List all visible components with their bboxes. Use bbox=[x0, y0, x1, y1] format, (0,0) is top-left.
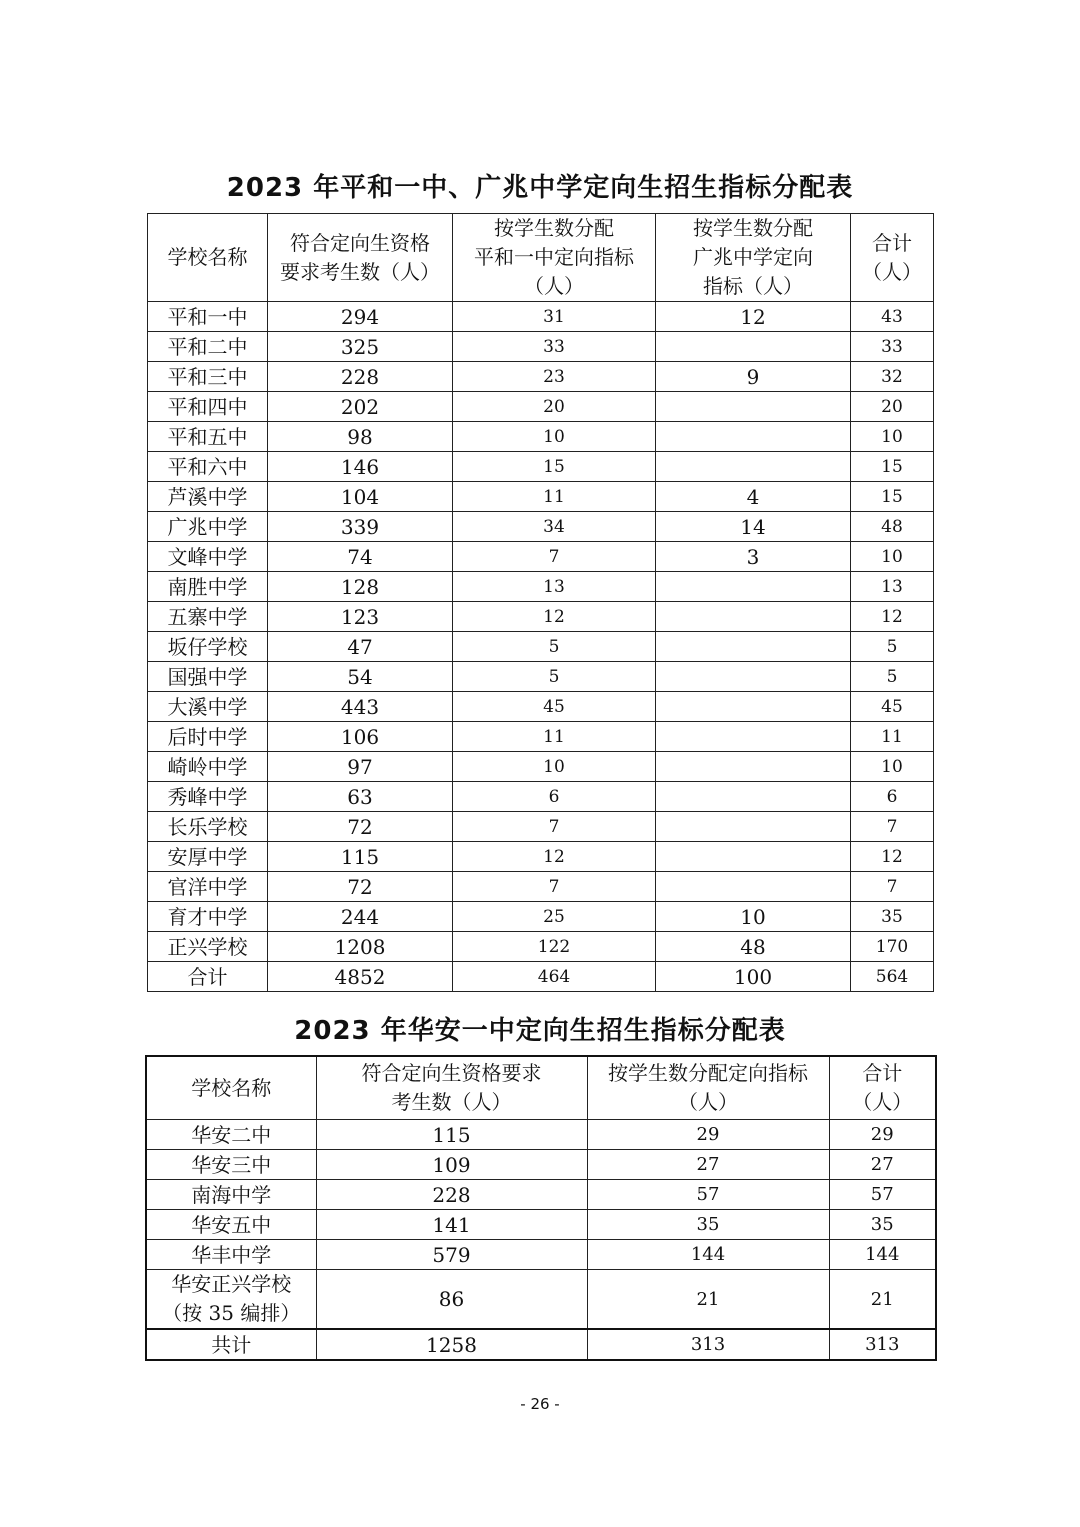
table-cell bbox=[656, 842, 851, 872]
table-cell: 华安二中 bbox=[146, 1120, 316, 1150]
table-cell: 平和三中 bbox=[148, 362, 268, 392]
table-cell: 27 bbox=[829, 1150, 936, 1180]
table-header-row bbox=[146, 1056, 936, 1120]
table-cell bbox=[656, 662, 851, 692]
table-row bbox=[148, 482, 934, 512]
table-cell: 芦溪中学 bbox=[148, 482, 268, 512]
table-cell: 15 bbox=[851, 482, 934, 512]
col-header-total: 合计 （人） bbox=[829, 1056, 936, 1120]
table-cell: 广兆中学 bbox=[148, 512, 268, 542]
table-cell: 10 bbox=[656, 902, 851, 932]
table-cell bbox=[656, 812, 851, 842]
table-cell bbox=[656, 782, 851, 812]
table-cell: 100 bbox=[656, 962, 851, 992]
table-cell: 20 bbox=[453, 392, 656, 422]
table-row bbox=[148, 512, 934, 542]
table-cell: 南胜中学 bbox=[148, 572, 268, 602]
table-cell: 12 bbox=[851, 602, 934, 632]
table-cell: 115 bbox=[268, 842, 453, 872]
table-cell: 平和六中 bbox=[148, 452, 268, 482]
table-cell: 48 bbox=[656, 932, 851, 962]
table-cell: 294 bbox=[268, 302, 453, 332]
table-cell: 20 bbox=[851, 392, 934, 422]
table-cell: 5 bbox=[453, 632, 656, 662]
table-cell: 313 bbox=[829, 1329, 936, 1360]
table-cell: 7 bbox=[453, 812, 656, 842]
table-cell: 大溪中学 bbox=[148, 692, 268, 722]
page-number: - 26 - bbox=[520, 1395, 560, 1413]
table-cell: 43 bbox=[851, 302, 934, 332]
table-cell: 228 bbox=[268, 362, 453, 392]
table-row bbox=[148, 452, 934, 482]
table-cell: 华安三中 bbox=[146, 1150, 316, 1180]
table-row bbox=[148, 962, 934, 992]
col-header-total: 合计 （人） bbox=[851, 214, 934, 302]
table-row bbox=[148, 872, 934, 902]
table-cell: 文峰中学 bbox=[148, 542, 268, 572]
table-cell: 141 bbox=[316, 1210, 587, 1240]
table-cell: 57 bbox=[587, 1180, 829, 1210]
table-cell: 21 bbox=[829, 1270, 936, 1330]
table-cell: 313 bbox=[587, 1329, 829, 1360]
table-cell: 平和五中 bbox=[148, 422, 268, 452]
table-row bbox=[148, 782, 934, 812]
table-cell: 合计 bbox=[148, 962, 268, 992]
table-row bbox=[146, 1240, 936, 1270]
table-cell: 10 bbox=[851, 422, 934, 452]
table-cell bbox=[656, 392, 851, 422]
table-cell: 123 bbox=[268, 602, 453, 632]
table-cell: 安厚中学 bbox=[148, 842, 268, 872]
table-cell: 48 bbox=[851, 512, 934, 542]
table-cell: 464 bbox=[453, 962, 656, 992]
table-cell bbox=[656, 722, 851, 752]
table-cell: 63 bbox=[268, 782, 453, 812]
table-cell bbox=[656, 692, 851, 722]
table-cell: 4852 bbox=[268, 962, 453, 992]
table-cell: 4 bbox=[656, 482, 851, 512]
table-cell: 115 bbox=[316, 1120, 587, 1150]
table-cell: 202 bbox=[268, 392, 453, 422]
table-cell: 72 bbox=[268, 872, 453, 902]
table-cell: 7 bbox=[851, 872, 934, 902]
table-cell: 27 bbox=[587, 1150, 829, 1180]
table-cell: 25 bbox=[453, 902, 656, 932]
table-row bbox=[146, 1210, 936, 1240]
table-cell: 五寨中学 bbox=[148, 602, 268, 632]
table-cell: 平和二中 bbox=[148, 332, 268, 362]
table-cell: 97 bbox=[268, 752, 453, 782]
table-cell: 21 bbox=[587, 1270, 829, 1330]
table-cell: 6 bbox=[453, 782, 656, 812]
table-cell: 13 bbox=[453, 572, 656, 602]
table-row bbox=[148, 422, 934, 452]
col-header-school: 学校名称 bbox=[146, 1056, 316, 1120]
table-cell: 35 bbox=[587, 1210, 829, 1240]
table-cell bbox=[656, 872, 851, 902]
table-cell: 45 bbox=[851, 692, 934, 722]
table-cell: 57 bbox=[829, 1180, 936, 1210]
table-cell: 华安正兴学校 （按 35 编排） bbox=[146, 1270, 316, 1330]
table-row bbox=[146, 1329, 936, 1360]
table-cell: 54 bbox=[268, 662, 453, 692]
table-cell: 14 bbox=[656, 512, 851, 542]
table-row bbox=[146, 1180, 936, 1210]
table-cell: 33 bbox=[851, 332, 934, 362]
table-cell: 5 bbox=[453, 662, 656, 692]
table-cell: 579 bbox=[316, 1240, 587, 1270]
table-cell: 1258 bbox=[316, 1329, 587, 1360]
table-row bbox=[146, 1150, 936, 1180]
table-cell: 后时中学 bbox=[148, 722, 268, 752]
table-cell: 104 bbox=[268, 482, 453, 512]
table-row bbox=[146, 1270, 936, 1330]
table-cell: 官洋中学 bbox=[148, 872, 268, 902]
table-cell: 9 bbox=[656, 362, 851, 392]
table-cell: 109 bbox=[316, 1150, 587, 1180]
table-cell: 170 bbox=[851, 932, 934, 962]
table-cell: 1208 bbox=[268, 932, 453, 962]
table-cell: 15 bbox=[851, 452, 934, 482]
table-cell: 10 bbox=[453, 752, 656, 782]
table-cell: 31 bbox=[453, 302, 656, 332]
table-cell: 325 bbox=[268, 332, 453, 362]
table-cell: 144 bbox=[829, 1240, 936, 1270]
table-cell: 72 bbox=[268, 812, 453, 842]
table-cell bbox=[656, 422, 851, 452]
table-row bbox=[148, 752, 934, 782]
col-header-school: 学校名称 bbox=[148, 214, 268, 302]
table-cell: 育才中学 bbox=[148, 902, 268, 932]
table-cell: 华安五中 bbox=[146, 1210, 316, 1240]
table-row bbox=[148, 842, 934, 872]
table-cell: 11 bbox=[851, 722, 934, 752]
table-cell: 平和一中 bbox=[148, 302, 268, 332]
table-cell: 144 bbox=[587, 1240, 829, 1270]
table-cell: 11 bbox=[453, 482, 656, 512]
table-cell: 秀峰中学 bbox=[148, 782, 268, 812]
col-header-eligible: 符合定向生资格 要求考生数（人） bbox=[268, 214, 453, 302]
col-header-pinghe-quota: 按学生数分配 平和一中定向指标 （人） bbox=[453, 214, 656, 302]
table-cell bbox=[656, 752, 851, 782]
table-row bbox=[148, 542, 934, 572]
table-cell bbox=[656, 632, 851, 662]
table-cell bbox=[656, 452, 851, 482]
table-row bbox=[148, 302, 934, 332]
allocation-table-pinghe bbox=[147, 213, 934, 992]
table-cell: 11 bbox=[453, 722, 656, 752]
table-cell: 长乐学校 bbox=[148, 812, 268, 842]
table-cell bbox=[656, 332, 851, 362]
table-cell: 华丰中学 bbox=[146, 1240, 316, 1270]
table-cell: 35 bbox=[851, 902, 934, 932]
table-cell: 98 bbox=[268, 422, 453, 452]
table-cell: 12 bbox=[851, 842, 934, 872]
table-cell: 12 bbox=[453, 602, 656, 632]
table-row bbox=[148, 572, 934, 602]
table-row bbox=[148, 902, 934, 932]
table-cell: 23 bbox=[453, 362, 656, 392]
table-row bbox=[148, 692, 934, 722]
table-cell: 32 bbox=[851, 362, 934, 392]
table-cell: 339 bbox=[268, 512, 453, 542]
table-cell: 12 bbox=[453, 842, 656, 872]
table-cell: 29 bbox=[587, 1120, 829, 1150]
table-cell: 7 bbox=[851, 812, 934, 842]
table-cell: 564 bbox=[851, 962, 934, 992]
table-row bbox=[148, 932, 934, 962]
table-cell: 12 bbox=[656, 302, 851, 332]
table-cell: 5 bbox=[851, 662, 934, 692]
table2-title: 2023 年华安一中定向生招生指标分配表 bbox=[294, 1016, 786, 1046]
table-cell: 3 bbox=[656, 542, 851, 572]
table-cell: 南海中学 bbox=[146, 1180, 316, 1210]
table-row bbox=[148, 332, 934, 362]
table-cell: 74 bbox=[268, 542, 453, 572]
table-cell: 45 bbox=[453, 692, 656, 722]
table-cell: 34 bbox=[453, 512, 656, 542]
allocation-table-huaan bbox=[145, 1055, 937, 1361]
table-row bbox=[148, 392, 934, 422]
table-cell: 坂仔学校 bbox=[148, 632, 268, 662]
table-cell: 10 bbox=[453, 422, 656, 452]
table-cell: 正兴学校 bbox=[148, 932, 268, 962]
col-header-quota: 按学生数分配定向指标 （人） bbox=[587, 1056, 829, 1120]
table-cell: 6 bbox=[851, 782, 934, 812]
table-cell bbox=[656, 602, 851, 632]
col-header-guangzhao-quota: 按学生数分配 广兆中学定向 指标（人） bbox=[656, 214, 851, 302]
table-row bbox=[148, 602, 934, 632]
table-row bbox=[148, 362, 934, 392]
table-cell: 228 bbox=[316, 1180, 587, 1210]
table-cell: 47 bbox=[268, 632, 453, 662]
table-row bbox=[148, 662, 934, 692]
table-cell: 10 bbox=[851, 542, 934, 572]
table-cell bbox=[656, 572, 851, 602]
table-cell: 共计 bbox=[146, 1329, 316, 1360]
table-cell: 244 bbox=[268, 902, 453, 932]
col-header-eligible: 符合定向生资格要求 考生数（人） bbox=[316, 1056, 587, 1120]
table-row bbox=[148, 812, 934, 842]
table-cell: 29 bbox=[829, 1120, 936, 1150]
table-cell: 15 bbox=[453, 452, 656, 482]
table-cell: 106 bbox=[268, 722, 453, 752]
table-cell: 86 bbox=[316, 1270, 587, 1330]
table-cell: 146 bbox=[268, 452, 453, 482]
table-cell: 10 bbox=[851, 752, 934, 782]
table-cell: 33 bbox=[453, 332, 656, 362]
table1-title: 2023 年平和一中、广兆中学定向生招生指标分配表 bbox=[226, 173, 854, 203]
table-cell: 7 bbox=[453, 872, 656, 902]
table-cell: 平和四中 bbox=[148, 392, 268, 422]
table-cell: 7 bbox=[453, 542, 656, 572]
table-cell: 崎岭中学 bbox=[148, 752, 268, 782]
table-cell: 35 bbox=[829, 1210, 936, 1240]
table-row bbox=[146, 1120, 936, 1150]
table-cell: 13 bbox=[851, 572, 934, 602]
table-header-row bbox=[148, 214, 934, 302]
table-cell: 443 bbox=[268, 692, 453, 722]
table-row bbox=[148, 632, 934, 662]
table-cell: 122 bbox=[453, 932, 656, 962]
table-cell: 128 bbox=[268, 572, 453, 602]
table-row bbox=[148, 722, 934, 752]
table-cell: 5 bbox=[851, 632, 934, 662]
table-cell: 国强中学 bbox=[148, 662, 268, 692]
